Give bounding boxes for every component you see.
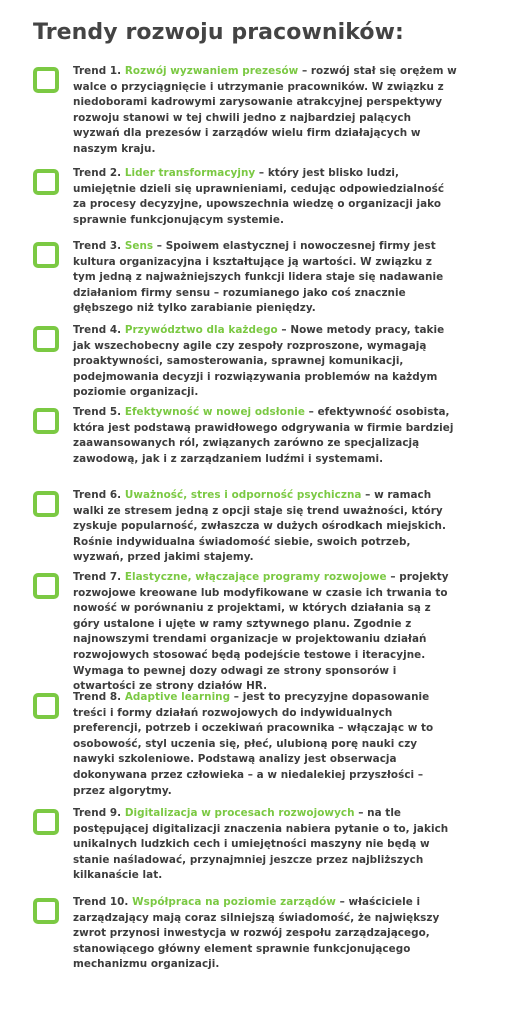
checkbox-icon[interactable] (33, 408, 59, 434)
checkbox-icon[interactable] (33, 67, 59, 93)
checkbox-icon[interactable] (33, 242, 59, 268)
trend-name: Lider transformacyjny (124, 167, 256, 179)
trend-text (73, 239, 458, 317)
trend-number: Trend 8. (73, 691, 122, 703)
trend-number: Trend 9. (73, 807, 122, 819)
trend-number: Trend 6. (73, 489, 122, 501)
trend-name: Sens (124, 240, 154, 252)
trend-text (73, 166, 458, 228)
trend-item-10 (33, 895, 482, 973)
trend-item-1 (33, 64, 482, 158)
trend-name: Uważność, stres i odporność psychiczna (124, 489, 362, 501)
trend-item-9 (33, 806, 482, 884)
trend-number: Trend 5. (73, 406, 122, 418)
trend-description: – który jest blisko ludzi, umiejętnie dzieli się uprawnieniami, cedując odpowiedzialność za procesy decyzyjne, upowszechnia wiedzę o organizacji jako sprawnie funkcjonującym systemie. (73, 167, 445, 226)
trend-name: Przywództwo dla każdego (124, 324, 278, 336)
checkbox-icon[interactable] (33, 809, 59, 835)
trend-description: – w ramach walki ze stresem jedną z opcji staje się trend uważności, który zyskuje popularność, zwłaszcza w dużych ośrodkach miejskich. Rośnie indywidualna świadomość siebie, swoich potrzeb, wyzwań, przed jakimi stajemy. (73, 489, 446, 564)
page-title: Trendy rozwoju pracowników: (33, 20, 404, 45)
trend-description: – na tle postępującej digitalizacji znaczenia nabiera pytanie o to, jakich unikalnych ludzkich cech i umiejętności maszyny nie będą w stanie naśladować, przynajmniej jeszcze przez najbliższych kilkanaście lat. (73, 807, 449, 882)
trend-text (73, 405, 458, 467)
trend-item-5 (33, 405, 482, 467)
trend-description: – rozwój stał się orężem w walce o przyciągnięcie i utrzymanie pracowników. W związku z niedoborami kadrowymi zarysowanie atrakcyjnej perspektywy rozwoju stanowi w tej chwili jedno z najbardziej palących wyzwań dla prezesów i zarządów wielu firm działających w naszym kraju. (73, 65, 457, 155)
trend-name: Digitalizacja w procesach rozwojowych (124, 807, 355, 819)
trend-description: – Nowe metody pracy, takie jak wszechobecny agile czy zespoły rozproszone, wymagają proaktywności, samosterowania, sprawnej komunikacji, podejmowania decyzji i rozwiązywania problemów na każdym poziomie organizacji. (73, 324, 445, 399)
trend-text (73, 323, 458, 401)
trend-text (73, 895, 458, 973)
trend-item-4 (33, 323, 482, 401)
trend-item-7 (33, 570, 482, 695)
checkbox-icon[interactable] (33, 573, 59, 599)
trend-description: – projekty rozwojowe kreowane lub modyfikowane w czasie ich trwania to nowość w porównaniu z projektami, w których działania są z góry ustalone i ujęte w ramy sztywnego planu. Zgodnie z najnowszymi trendami organizacje w projektowaniu działań rozwojowych stosować będą podejście testowe i iteracyjne. Wymaga to pewnej dozy odwagi ze strony sponsorów i otwartości ze strony działów HR. (73, 571, 449, 693)
checkbox-icon[interactable] (33, 326, 59, 352)
trend-description: – efektywność osobista, która jest podstawą prawidłowego odgrywania w firmie bardziej zaawansowanych ról, związanych zarówno ze specjalizacją zawodową, jak i z zarządzaniem ludźmi i systemami. (73, 406, 454, 465)
trend-number: Trend 10. (73, 896, 129, 908)
checkbox-icon[interactable] (33, 693, 59, 719)
trend-item-2 (33, 166, 482, 228)
checkbox-icon[interactable] (33, 898, 59, 924)
trend-text (73, 690, 458, 799)
trend-item-6 (33, 488, 482, 566)
trend-text (73, 64, 458, 158)
trend-name: Elastyczne, włączające programy rozwojowe (124, 571, 387, 583)
trend-text (73, 806, 458, 884)
trend-number: Trend 2. (73, 167, 122, 179)
trend-number: Trend 4. (73, 324, 122, 336)
checkbox-icon[interactable] (33, 491, 59, 517)
checkbox-icon[interactable] (33, 169, 59, 195)
trend-name: Efektywność w nowej odsłonie (124, 406, 305, 418)
trend-description: – właściciele i zarządzający mają coraz silniejszą świadomość, że największy zwrot przynosi inwestycja w rozwój zespołu zarządzającego, stanowiącego główny element sprawnie funkcjonującego mechanizmu organizacji. (73, 896, 440, 971)
trend-item-3 (33, 239, 482, 317)
trend-number: Trend 3. (73, 240, 122, 252)
trend-number: Trend 1. (73, 65, 122, 77)
trend-description: – Spoiwem elastycznej i nowoczesnej firmy jest kultura organizacyjna i kształtujące ją wartości. W związku z tym jedną z najważniejszych funkcji lidera staje się nadawanie działaniom firmy sensu – rozumianego jako coś znacznie głębszego niż tylko zarabianie pieniędzy. (73, 240, 444, 315)
trend-name: Rozwój wyzwaniem prezesów (124, 65, 299, 77)
trend-name: Adaptive learning (124, 691, 231, 703)
trend-item-8 (33, 690, 482, 799)
trend-text (73, 570, 458, 695)
trend-name: Współpraca na poziomie zarządów (132, 896, 336, 908)
trend-description: – jest to precyzyjne dopasowanie treści i formy działań rozwojowych do indywidualnych preferencji, potrzeb i oczekiwań pracownika – włączając w to osobowość, styl uczenia się, płeć, ulubioną porę nauki czy nawyki szkoleniowe. Podstawą analizy jest obserwacja dokonywana przez człowieka – a w niedalekiej przyszłości – przez algorytmy. (73, 691, 434, 797)
trend-number: Trend 7. (73, 571, 122, 583)
trend-text (73, 488, 458, 566)
